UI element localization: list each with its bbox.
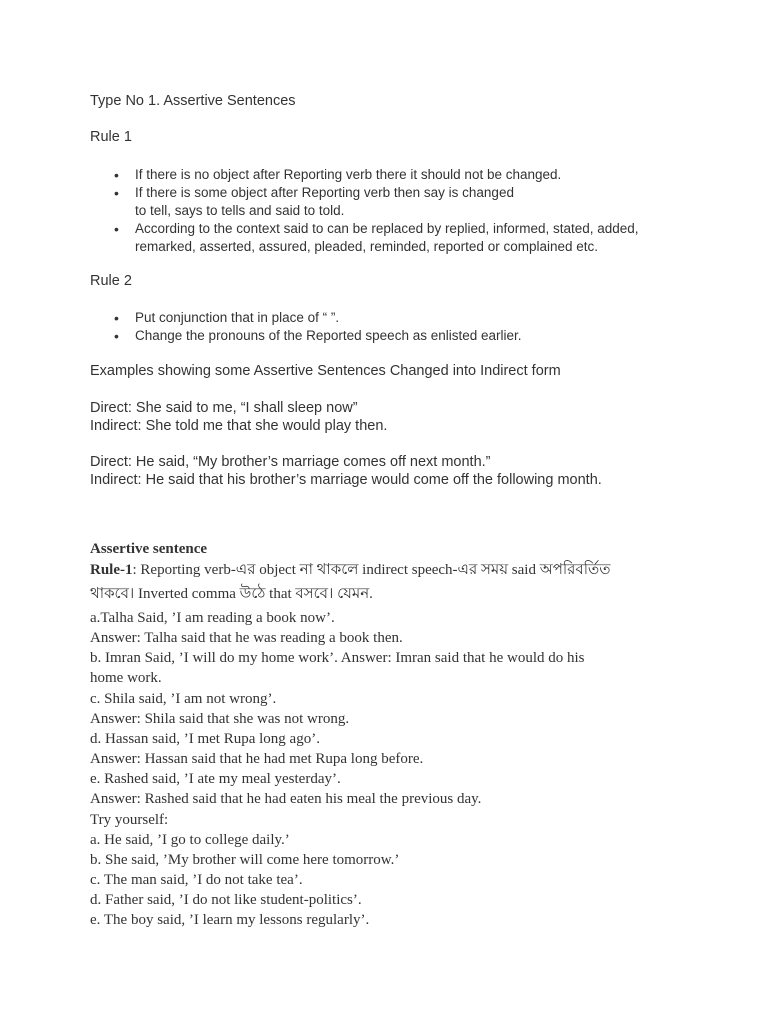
list-item: d. Father said, ’I do not like student-politics’. [90,892,362,908]
list-item: a. He said, ’I go to college daily.’ [90,832,290,848]
example-1-direct: Direct: She said to me, “I shall sleep now” [90,400,358,416]
list-item: b. Imran Said, ’I will do my home work’. Answer: Imran said that he would do his [90,650,585,666]
list-item: Answer: Rashed said that he had eaten his meal the previous day. [90,791,482,807]
list-item: • Put conjunction that in place of “ ”. [90,309,522,327]
example-2-direct: Direct: He said, “My brother’s marriage comes off next month.” [90,454,491,470]
list-item: c. Shila said, ’I am not wrong’. [90,691,277,707]
section-title: Type No 1. Assertive Sentences [90,93,296,109]
rule-1-description-cont: থাকবে। Inverted comma উঠে that বসবে। যেমন. [90,586,373,602]
example-1-indirect: Indirect: She told me that she would play then. [90,418,388,434]
list-item: Answer: Talha said that he was reading a book then. [90,630,403,646]
list-item: e. Rashed said, ’I ate my meal yesterday’. [90,771,341,787]
list-item: home work. [90,670,162,686]
rule-1-text: : Reporting verb-এর object না থাকলে indirect speech-এর সময় said অপরিবর্তিত [132,562,611,578]
list-item: • According to the context said to can be replaced by replied, informed, stated, added, remarked, asserted, assured, pleaded, reminded, reported or complained etc. [90,220,639,256]
rule-1-bullet-list [90,166,639,256]
list-item: e. The boy said, ’I learn my lessons regularly’. [90,912,370,928]
rule-1-description [90,560,611,580]
rule-1-label: Rule 1 [90,129,132,145]
rule-1-bold-label: Rule-1 [90,562,133,578]
list-item: Answer: Shila said that she was not wrong. [90,711,350,727]
section-2-title: Assertive sentence [90,541,208,557]
rule-2-bullet-list [90,309,522,345]
example-2-indirect: Indirect: He said that his brother’s marriage would come off the following month. [90,472,602,488]
list-item: • If there is some object after Reporting verb then say is changed to tell, says to tells and said to told. [90,184,639,220]
rule-2-label: Rule 2 [90,273,132,289]
examples-heading: Examples showing some Assertive Sentences Changed into Indirect form [90,363,561,379]
list-item: b. She said, ’My brother will come here tomorrow.’ [90,852,400,868]
list-item: • If there is no object after Reporting verb there it should not be changed. [90,166,639,184]
list-item: a.Talha Said, ’I am reading a book now’. [90,610,335,626]
list-item: c. The man said, ’I do not take tea’. [90,872,303,888]
list-item: • Change the pronouns of the Reported speech as enlisted earlier. [90,327,522,345]
list-item: d. Hassan said, ’I met Rupa long ago’. [90,731,320,747]
list-item: Answer: Hassan said that he had met Rupa long before. [90,751,424,767]
list-item: Try yourself: [90,812,169,828]
